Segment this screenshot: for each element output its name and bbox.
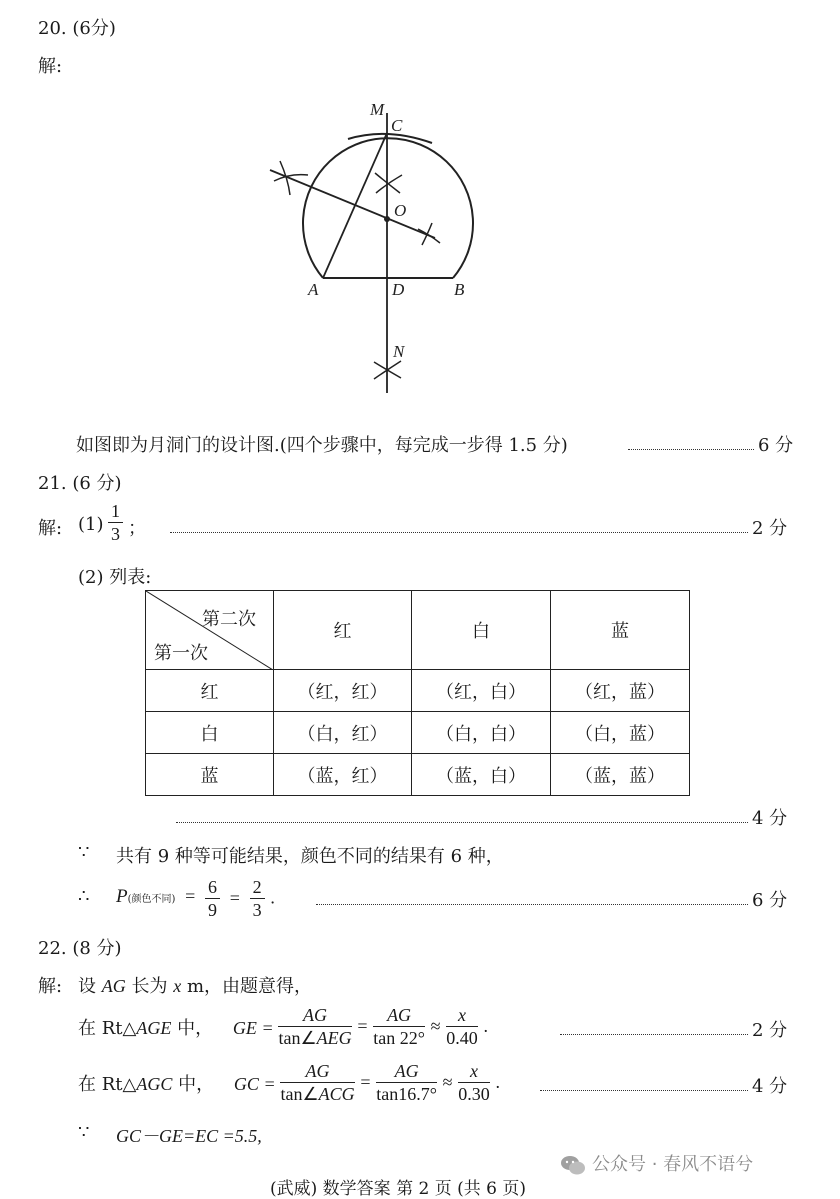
fraction-numerator: x	[446, 1004, 478, 1027]
tan-angle-prefix: tan∠	[278, 1028, 317, 1048]
probability-subscript: (颜色不同)	[127, 894, 176, 905]
q22-line2-leader-dots	[540, 1090, 748, 1091]
in-text: 中，	[178, 1073, 215, 1095]
rt-prefix: 在 Rt△	[78, 1017, 137, 1039]
q22-solution-label: 解:	[38, 976, 63, 997]
fraction-denominator: 3	[252, 899, 262, 920]
label-d: D	[392, 280, 405, 299]
q21-probability-leader-dots	[316, 904, 748, 905]
approx-sign: ≈	[430, 1016, 441, 1036]
period: .	[270, 887, 275, 908]
fraction-denominator: 3	[111, 524, 120, 544]
fraction-denominator	[280, 1083, 354, 1105]
intro-text-c: m，由题意得，	[186, 976, 313, 997]
because-symbol: ∵	[78, 842, 90, 863]
watermark-text: 公众号 · 春风不语兮	[592, 1154, 754, 1175]
page-footer: (武威) 数学答案 第 2 页 (共 6 页)	[270, 1179, 526, 1199]
q22-line2-score: 4 分	[752, 1076, 788, 1097]
q21-because-text: 共有 9 种等可能结果，颜色不同的结果有 6 种，	[116, 846, 504, 867]
triangle-name: AGE	[136, 1017, 172, 1038]
intro-variable-ag: AG	[101, 976, 126, 996]
label-n: N	[393, 342, 405, 361]
equals-sign: =	[360, 1072, 371, 1092]
q21-probability-expression	[116, 872, 275, 924]
fraction-numerator: 6	[205, 876, 220, 899]
fraction-denominator	[278, 1027, 351, 1049]
therefore-symbol: ∴	[78, 886, 90, 907]
triangle-name: AGC	[136, 1073, 173, 1094]
fraction-numerator: x	[458, 1060, 490, 1083]
corner-top-label: 第二次	[202, 609, 256, 630]
bisector-ac	[270, 170, 435, 238]
q21-header: 21. (6 分)	[38, 473, 122, 494]
center-point-o	[384, 216, 390, 222]
table-cell: （红，白）	[412, 670, 551, 712]
table-cell: （白，白）	[412, 712, 551, 754]
row-header: 蓝	[146, 754, 274, 796]
because-symbol: ∵	[78, 1122, 90, 1143]
moon-gate-construction-diagram	[260, 95, 490, 405]
q22-equation-1	[78, 1004, 488, 1049]
fraction-numerator: AG	[373, 1004, 425, 1027]
period: .	[495, 1072, 501, 1092]
q20-solution-label: 解:	[38, 56, 63, 77]
q20-score: 6 分	[758, 435, 794, 456]
q22-intro	[78, 972, 312, 998]
table-row	[146, 754, 690, 796]
rt-prefix: 在 Rt△	[78, 1073, 137, 1095]
corner-bottom-label: 第一次	[154, 643, 208, 664]
table-row	[146, 712, 690, 754]
circle-arc	[303, 138, 473, 278]
table-cell: （红，红）	[274, 670, 412, 712]
column-header-blue: 蓝	[551, 591, 690, 670]
q22-header: 22. (8 分)	[38, 938, 122, 959]
wechat-icon	[560, 1154, 586, 1176]
fraction-denominator: tan16.7°	[376, 1084, 437, 1104]
label-c: C	[391, 116, 403, 135]
table-cell: （蓝，蓝）	[551, 754, 690, 796]
fraction-numerator: AG	[278, 1004, 351, 1027]
fraction-numerator: 2	[250, 876, 265, 899]
equals-sign: =	[262, 1017, 273, 1038]
row-header: 红	[146, 670, 274, 712]
table-corner-cell	[146, 591, 274, 670]
table-cell: （红，蓝）	[551, 670, 690, 712]
equals-sign: =	[185, 886, 196, 906]
q21-part1-tail: ；	[128, 518, 146, 539]
q21-table-score: 4 分	[752, 808, 788, 829]
column-header-red: 红	[274, 591, 412, 670]
construction-mark-mid	[375, 173, 402, 193]
equals-sign: =	[357, 1016, 368, 1036]
q22-because-text: GC－GE=EC =5.5,	[116, 1126, 262, 1146]
q21-table-leader-dots	[176, 822, 748, 823]
label-b: B	[454, 280, 465, 299]
fraction-numerator: AG	[376, 1060, 437, 1083]
watermark	[560, 1150, 753, 1176]
fraction-numerator: AG	[280, 1060, 354, 1083]
period: .	[483, 1016, 489, 1036]
intro-variable-x: x	[173, 976, 182, 996]
fraction-numerator: 1	[108, 500, 123, 523]
equals-sign: =	[264, 1073, 275, 1094]
row-header: 白	[146, 712, 274, 754]
table-row	[146, 670, 690, 712]
label-m: M	[370, 100, 385, 119]
lhs-variable: GE	[232, 1017, 257, 1038]
column-header-white: 白	[412, 591, 551, 670]
equals-sign: =	[229, 887, 240, 908]
q20-conclusion: 如图即为月洞门的设计图.(四个步骤中，每完成一步得 1.5 分)	[76, 435, 568, 456]
tan-angle-prefix: tan∠	[280, 1084, 319, 1104]
table-cell: （白，蓝）	[551, 712, 690, 754]
probability-symbol: P	[116, 886, 128, 907]
intro-text-b: 长为	[131, 976, 168, 997]
q20-leader-dots	[628, 449, 754, 450]
q21-part1-label: (1)	[78, 514, 104, 535]
outcome-table	[145, 590, 690, 796]
table-cell: （蓝，红）	[274, 754, 412, 796]
q21-part1-leader-dots	[170, 532, 748, 533]
q21-part1-score: 2 分	[752, 518, 788, 539]
in-text: 中，	[177, 1017, 214, 1039]
q20-header: 20. (6分)	[38, 18, 116, 39]
fraction-denominator: 0.40	[446, 1028, 478, 1048]
q22-equation-2	[78, 1060, 500, 1105]
angle-name: AEG	[316, 1028, 352, 1048]
q21-part2-label: (2) 列表:	[78, 567, 152, 588]
fraction-denominator: 9	[208, 899, 218, 920]
q21-part1-fraction	[108, 500, 123, 545]
label-a: A	[308, 280, 319, 299]
lhs-variable: GC	[233, 1073, 259, 1094]
intro-text-a: 设	[78, 976, 96, 997]
fraction-denominator: 0.30	[458, 1084, 490, 1104]
q21-probability-score: 6 分	[752, 890, 788, 911]
table-cell: （蓝，白）	[412, 754, 551, 796]
label-o: O	[394, 201, 407, 220]
q21-solution-label: 解:	[38, 518, 63, 539]
angle-name: ACG	[318, 1084, 355, 1104]
q22-line1-score: 2 分	[752, 1020, 788, 1041]
construction-mark-right	[418, 223, 440, 245]
q22-line1-leader-dots	[560, 1034, 748, 1035]
fraction-denominator: tan 22°	[373, 1028, 425, 1048]
table-cell: （白，红）	[274, 712, 412, 754]
approx-sign: ≈	[442, 1072, 453, 1092]
